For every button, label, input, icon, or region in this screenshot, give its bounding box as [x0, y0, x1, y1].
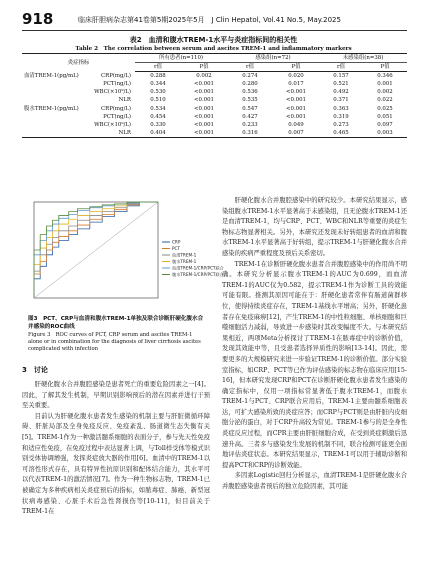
cell-r-value: 0.547: [242, 105, 258, 112]
group-header-uninfected: 未感染组(n=38): [319, 54, 407, 63]
cell-r-value: 0.316: [227, 129, 273, 138]
subcol-r: r值: [319, 63, 363, 72]
row-group-label: [22, 129, 80, 138]
group-header-infected: 感染组(n=72): [227, 54, 319, 63]
cell-r-value: 0.288: [150, 73, 166, 80]
cell-r-value: 0.330: [150, 121, 166, 128]
paragraph: 多因素Logistic回归分析显示，血清TREM-1是肝硬化腹水合并腹腔感染患者预后的独立危险因素，其可能: [222, 472, 407, 491]
cell-p-value: <0.001: [194, 97, 214, 104]
col-indicator-header: 炎症指标: [22, 54, 135, 72]
cell-r-value: 0.536: [242, 89, 258, 96]
cell-r-value: 0.530: [150, 89, 166, 96]
cell-p-value: <0.001: [286, 97, 306, 104]
cell-r-value: 0.454: [150, 113, 166, 120]
cell-p-value: <0.001: [286, 113, 306, 120]
cell-r-value: 0.521: [333, 81, 349, 88]
correlation-table: [22, 53, 407, 138]
paragraph: 肝硬化腹水合并腹腔感染是患者死亡的重要危险因素之一[4]。因此，了解其发生机制，早期识别影响预后的潜在因素并进行干预至关重要。: [22, 381, 210, 410]
page-number: 918: [22, 10, 54, 28]
cell-r-value: 0.465: [319, 129, 363, 138]
row-group-label: [22, 96, 80, 104]
cell-r-value: 0.371: [333, 97, 349, 104]
cell-p-value: <0.001: [286, 105, 306, 112]
cell-p-value: <0.001: [194, 89, 214, 96]
cell-p-value: 0.346: [377, 73, 393, 80]
table-row: [22, 121, 407, 129]
cell-r-value: 0.534: [150, 105, 166, 112]
group-header-all: 所有患者(n=110): [135, 54, 227, 63]
cell-r-value: 0.492: [333, 89, 349, 96]
cell-p-value: 0.003: [363, 129, 407, 138]
cell-p-value: 0.051: [377, 113, 393, 120]
row-group-label: [22, 88, 80, 96]
discussion-right-column: [222, 196, 407, 493]
table-row: [22, 105, 407, 113]
row-variable-label: CRP(mg/L): [101, 105, 131, 112]
legend-label: CRP: [172, 239, 181, 245]
cell-p-value: <0.001: [194, 81, 214, 88]
roc-chart: [22, 196, 224, 304]
subcol-p: P值: [181, 63, 227, 72]
row-variable-label: NLR: [80, 129, 135, 138]
cell-r-value: 0.344: [150, 81, 166, 88]
paragraph: 肝硬化腹水合并腹腔感染中的研究较少。本研究结果显示，感染组腹水TREM-1水平显著高于未感染组，且无论腹水TREM-1还是血清TREM-1，均与CRP、PCT、WBC和NLR等重要的炎症生物标志物显著相关。另外，本研究还发现未好转组患者的血清和腹水TREM-1水平显著高于好转组，提示TREM-1与肝硬化腹水合并感染的疾病严重程度及预后关系密切。: [222, 197, 407, 257]
cell-p-value: <0.001: [194, 113, 214, 120]
cell-p-value: 0.002: [196, 73, 212, 80]
cell-p-value: 0.022: [377, 97, 393, 104]
cell-r-value: 0.233: [242, 121, 258, 128]
row-variable-label: NLR: [118, 97, 131, 104]
paragraph: TREM-1在诊断肝硬化腹水患者合并腹腔感染中的作用尚不明确。本研究分析显示腹水TREM-1的AUC为0.699，而血清TREM-1的AUC仅为0.582，提示TREM-1作为诊断工具的效能可能有限。推测其原因可能在于：肝硬化患者常伴有肠道菌群移位，使得持续炎症存在，TREM-1基线水平增高；另外，肝硬化患者存在免疫麻痹[12]，产生TREM-1的中性粒细胞、单核细胞和巨噬细胞活力减弱，导致进一步感染时其改变幅度不大。与本研究结果相近，两项Meta分析探讨了TREM-1在脓毒症中的诊断价值，发现其效能中等，且受患者选择异质性的影响[13-14]。因此，需要更多的大规模研究来进一步验证TREM-1的诊断价值。部分实验室指标，如CRP、PCT等已作为评估感染的标志物在临床应用[15-16]，但本研究发现CRP和PCT在诊断肝硬化腹水患者发生感染的确定指标中，仅用一项指标常显著低于腹水TREM-1，而腹水TREM-1与PCT、CRP联合应用后，TREM-1主要由髓系细胞表达，可扩大感染所致的炎症应答；而CRP与PCT则是由肝脏内皮细胞分泌的蛋白，对于CRP升高较为常见。TREM-1参与的是全身性炎症反应过程，而CPR主要由肝脏细胞合成，在受到炎症刺激后迅速升高。三者多与感染发生发展的机制不同，联合检测可能更全面地评估炎症状态。本研究结果显示，TREM-1可以用于辅助诊断和提高PCT和CRP的诊断效能。: [222, 260, 407, 469]
legend-label: 腹水TREM-1/CRP/PCT联合: [172, 272, 224, 278]
legend-label: PCT: [172, 246, 181, 252]
discussion-left-column: [22, 380, 210, 518]
cell-r-value: 0.363: [333, 105, 349, 112]
cell-p-value: 0.020: [288, 73, 304, 80]
cell-r-value: 0.274: [242, 73, 258, 80]
legend-label: 血清TREM-1/CRP/PCT联合: [172, 265, 224, 271]
row-variable-label: WBC(×10⁹/L): [94, 121, 131, 128]
cell-p-value: <0.001: [181, 129, 227, 138]
cell-p-value: <0.001: [286, 89, 306, 96]
row-variable-label: PCT(ng/L): [103, 113, 131, 120]
row-variable-label: CRP(mg/L): [101, 72, 131, 79]
cell-r-value: 0.157: [333, 73, 349, 80]
cell-p-value: 0.007: [273, 129, 319, 138]
journal-header: 临床肝胆病杂志第41卷第5期2025年5月 J Clin Hepatol, Vol.41 No.5, May.2025: [78, 16, 341, 24]
table-row: [22, 88, 407, 96]
cell-p-value: 0.097: [377, 121, 393, 128]
cell-p-value: 0.001: [377, 81, 393, 88]
cell-r-value: 0.427: [242, 113, 258, 120]
cell-r-value: 0.404: [135, 129, 181, 138]
legend-label: 腹水TREM-1: [172, 259, 197, 265]
paragraph: 目前认为肝硬化腹水患者发生感染的机制主要与肝脏微循环障碍、肝脏局部及全身免疫反应、免疫紊乱、肠道微生态失衡有关[5]。TREM-1作为一种激活髓系细胞的表面分子，参与先天性免疫和适应性免疫，在免疫过程中表达显著上调，与Toll样受体等模式识别受体协调增强，发挥炎症放大器的作用[6]。血清中的TREM-1以可溶性形式存在，具有特异性抗原识别和配体结合能力，其水平可以代表TREM-1的激活情况[7]。作为一种生物标志物，TREM-1已被确定为多种疾病相关炎症预后的指标，如脓毒症、肺癌、新型冠状病毒感染、心脏手术后急性肾损伤等[10-11]，但目前关于TREM-1在: [22, 412, 210, 516]
row-group-label: [22, 121, 80, 129]
row-group-label: [22, 80, 80, 88]
section-heading: 3 讨论: [22, 366, 48, 374]
header-rule: [22, 30, 407, 31]
row-group-label: 血清TREM-1(pg/mL): [24, 72, 79, 79]
legend-label: 血清TREM-1: [172, 252, 197, 258]
table-title-en: Table 2 The correlation between serum and ascites TREM-1 and inflammatory markers: [75, 46, 352, 52]
row-variable-label: PCT(ng/L): [103, 81, 131, 88]
subcol-r: r值: [227, 63, 273, 72]
subcol-p: P值: [363, 63, 407, 72]
cell-r-value: 0.510: [150, 97, 166, 104]
table-row: [22, 113, 407, 121]
cell-p-value: 0.017: [288, 81, 304, 88]
cell-r-value: 0.319: [333, 113, 349, 120]
figure-caption-cn: 图3 PCT、CRP与血清和腹水TREM-1单独及联合诊断肝硬化腹水合并感染的ROC曲线: [28, 316, 204, 330]
cell-r-value: 0.280: [242, 81, 258, 88]
table-body: [22, 72, 407, 138]
cell-p-value: 0.049: [288, 121, 304, 128]
cell-p-value: <0.001: [194, 121, 214, 128]
cell-p-value: 0.025: [377, 105, 393, 112]
row-variable-label: WBC(×10⁹/L): [94, 89, 131, 96]
row-group-label: 腹水TREM-1(pg/mL): [24, 105, 79, 112]
table-row: [22, 129, 407, 138]
table-row: [22, 96, 407, 104]
table-row: [22, 80, 407, 88]
figure-caption-en: Figure 3 ROC curves of PCT, CRP serum and ascites TREM-1 alone or in combination for the diagnosis of liver cirrhosis ascites complicated with infection: [28, 332, 201, 352]
cell-r-value: 0.535: [242, 97, 258, 104]
row-group-label: [22, 113, 80, 121]
table-title-cn: 表2 血清和腹水TREM-1水平与炎症指标间的相关性: [129, 36, 298, 44]
cell-r-value: 0.273: [333, 121, 349, 128]
cell-p-value: 0.002: [377, 89, 393, 96]
subcol-p: P值: [273, 63, 319, 72]
table-row: [22, 72, 407, 81]
cell-p-value: <0.001: [194, 105, 214, 112]
subcol-r: r值: [135, 63, 181, 72]
